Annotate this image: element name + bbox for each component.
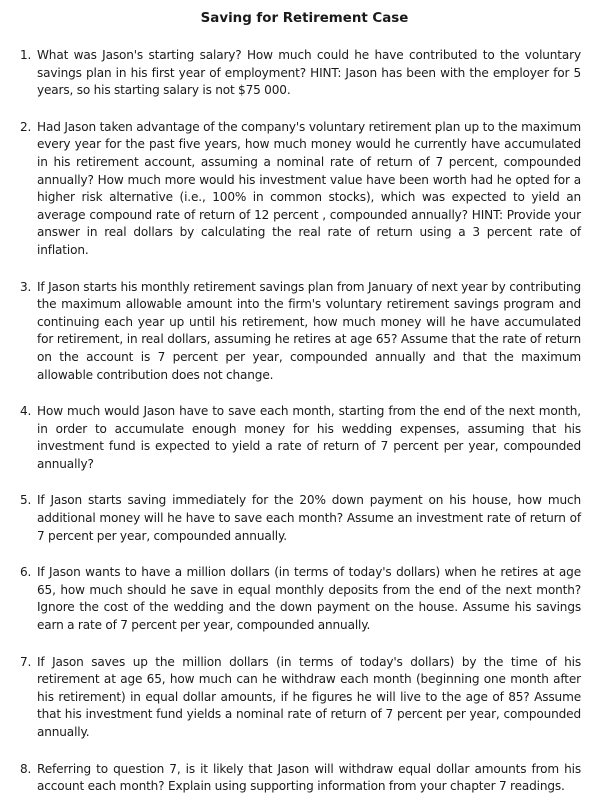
question-item-3 bbox=[20, 279, 581, 385]
question-number: 5. bbox=[20, 493, 32, 508]
question-text: What was Jason's starting salary? How much could he have contributed to the voluntary savings plan in his first year of employment? HINT: Jason has been with the employer for 5 years, so his starting salary is not $75 000. bbox=[37, 48, 581, 98]
question-number: 4. bbox=[20, 404, 32, 419]
question-item-1 bbox=[20, 47, 581, 100]
question-item-7 bbox=[20, 654, 581, 742]
question-text: If Jason saves up the million dollars (in terms of today's dollars) by the time of his retirement at age 65, how much can he withdraw each month (beginning one month after his retirement) in equal dollar amounts, if he figures he will live to the age of 85? Assume that his investment fund yields a nominal rate of return of 7 percent per year, compounded annually. bbox=[37, 654, 581, 739]
question-item-6 bbox=[20, 564, 581, 634]
question-text: Had Jason taken advantage of the company's voluntary retirement plan up to the maximum every year for the past five years, how much money would he currently have accumulated in his retirement account, assuming a nominal rate of return of 7 percent, compounded annually? How much more would his investment value have been worth had he opted for a higher risk alternative (i.e., 100% in common stocks), which was expected to yield an average compound rate of return of 12 percent , compounded annually? HINT: Provide your answer in real dollars by calculating the real rate of return using a 3 percent rate of inflation. bbox=[37, 119, 581, 257]
question-text: If Jason starts saving immediately for the 20% down payment on his house, how much additional money will he have to save each month? Assume an investment rate of return of 7 percent per year, compounded annually. bbox=[37, 493, 581, 543]
question-item-2 bbox=[20, 119, 581, 260]
question-item-8 bbox=[20, 761, 581, 796]
question-number: 3. bbox=[20, 279, 32, 294]
question-number: 6. bbox=[20, 565, 32, 580]
question-text: If Jason wants to have a million dollars (in terms of today's dollars) when he retires at age 65, how much should he save in equal monthly deposits from the end of the next month? Ignore the cost of the wedding and the down payment on the house. Assume his savings earn a rate of 7 percent per year, compounded annually. bbox=[37, 565, 581, 633]
question-number: 7. bbox=[20, 654, 32, 669]
question-list bbox=[20, 47, 581, 796]
question-text: If Jason starts his monthly retirement savings plan from January of next year by contributing the maximum allowable amount into the firm's voluntary retirement savings program and continuing each year up until his retirement, how much money will he have accumulated for retirement, in real dollars, assuming he retires at age 65? Assume that the rate of return on the account is 7 percent per year, compounded annually and that the maximum allowable contribution does not change. bbox=[37, 279, 581, 382]
question-number: 1. bbox=[20, 48, 32, 62]
question-item-4 bbox=[20, 403, 581, 473]
question-text: Referring to question 7, is it likely that Jason will withdraw equal dollar amounts from his account each month? Explain using supporting information from your chapter 7 readings. bbox=[37, 761, 581, 794]
question-text: How much would Jason have to save each month, starting from the end of the next month, in order to accumulate enough money for his wedding expenses, assuming that his investment fund is expected to yield a rate of return of 7 percent per year, compounded annually? bbox=[37, 404, 581, 471]
question-number: 8. bbox=[20, 761, 32, 776]
question-number: 2. bbox=[20, 119, 32, 134]
document-title: Saving for Retirement Case bbox=[200, 11, 409, 26]
question-item-5 bbox=[20, 492, 581, 545]
